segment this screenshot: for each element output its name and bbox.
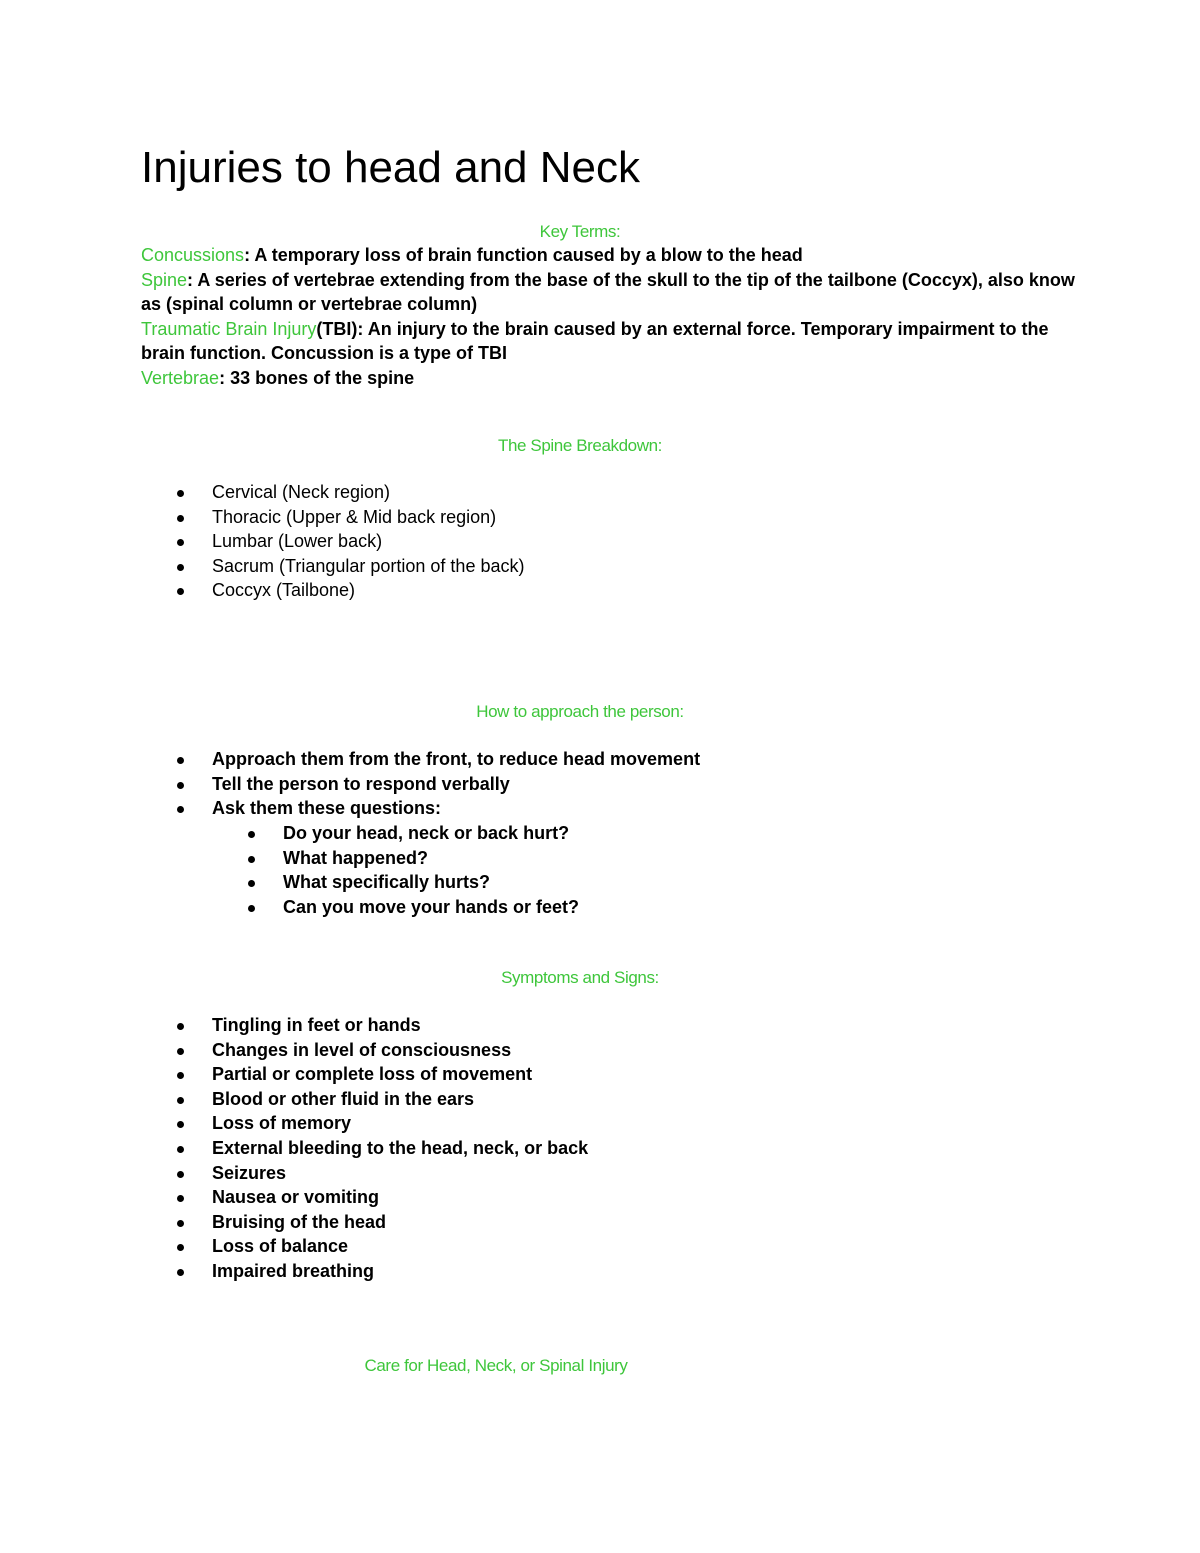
care-heading: Care for Head, Neck, or Spinal Injury (364, 1356, 628, 1375)
list-item: Partial or complete loss of movement (141, 1062, 588, 1087)
list-item: Ask them these questions: (141, 796, 700, 821)
page-title: Injuries to head and Neck (141, 143, 640, 192)
list-item: External bleeding to the head, neck, or back (141, 1136, 588, 1161)
symptoms-heading: Symptoms and Signs: (501, 968, 659, 987)
list-item: Do your head, neck or back hurt? (141, 821, 579, 846)
term-definition: An injury to the brain caused by an external force. Temporary impairment to the brain function. Concussion is a type of TBI (141, 318, 1049, 364)
spine-breakdown-list (141, 480, 524, 603)
list-item: Seizures (141, 1161, 588, 1186)
term-entry (141, 268, 1081, 317)
term-separator: : (187, 269, 198, 290)
list-item: Coccyx (Tailbone) (141, 578, 524, 603)
key-terms-list (141, 243, 1081, 391)
term-name: Spine (141, 269, 188, 290)
list-item: What happened? (141, 846, 579, 871)
term-name: Vertebrae (141, 367, 220, 388)
list-item: Tingling in feet or hands (141, 1013, 588, 1038)
term-name: Traumatic Brain Injury (141, 318, 317, 339)
list-item: Lumbar (Lower back) (141, 529, 524, 554)
list-item: Nausea or vomiting (141, 1185, 588, 1210)
key-terms-heading: Key Terms: (539, 222, 621, 241)
term-separator: : (219, 367, 231, 388)
list-item: Impaired breathing (141, 1259, 588, 1284)
list-item: Loss of balance (141, 1234, 588, 1259)
approach-questions-list (141, 821, 579, 919)
spine-breakdown-heading: The Spine Breakdown: (498, 436, 662, 455)
approach-heading: How to approach the person: (476, 702, 684, 721)
term-entry (141, 243, 1081, 268)
list-item: Loss of memory (141, 1111, 588, 1136)
list-item: What specifically hurts? (141, 870, 579, 895)
term-entry (141, 317, 1081, 366)
list-item: Sacrum (Triangular portion of the back) (141, 554, 524, 579)
term-separator: : (244, 245, 255, 265)
list-item: Thoracic (Upper & Mid back region) (141, 505, 524, 530)
term-definition: A series of vertebrae extending from the base of the skull to the tip of the tailbone (Coccyx), also know as (spinal column or vertebrae column) (141, 269, 1075, 315)
list-item: Tell the person to respond verbally (141, 772, 700, 797)
list-item: Can you move your hands or feet? (141, 895, 579, 920)
list-item: Bruising of the head (141, 1210, 588, 1235)
symptoms-list (141, 1013, 588, 1284)
approach-list (141, 747, 700, 821)
list-item: Approach them from the front, to reduce head movement (141, 747, 700, 772)
term-separator: (TBI): (316, 318, 368, 339)
list-item: Changes in level of consciousness (141, 1038, 588, 1063)
term-entry (141, 366, 1081, 391)
term-name: Concussions (141, 245, 245, 265)
term-definition: A temporary loss of brain function caused by a blow to the head (254, 245, 803, 265)
list-item: Cervical (Neck region) (141, 480, 524, 505)
term-definition: 33 bones of the spine (230, 367, 415, 388)
list-item: Blood or other fluid in the ears (141, 1087, 588, 1112)
